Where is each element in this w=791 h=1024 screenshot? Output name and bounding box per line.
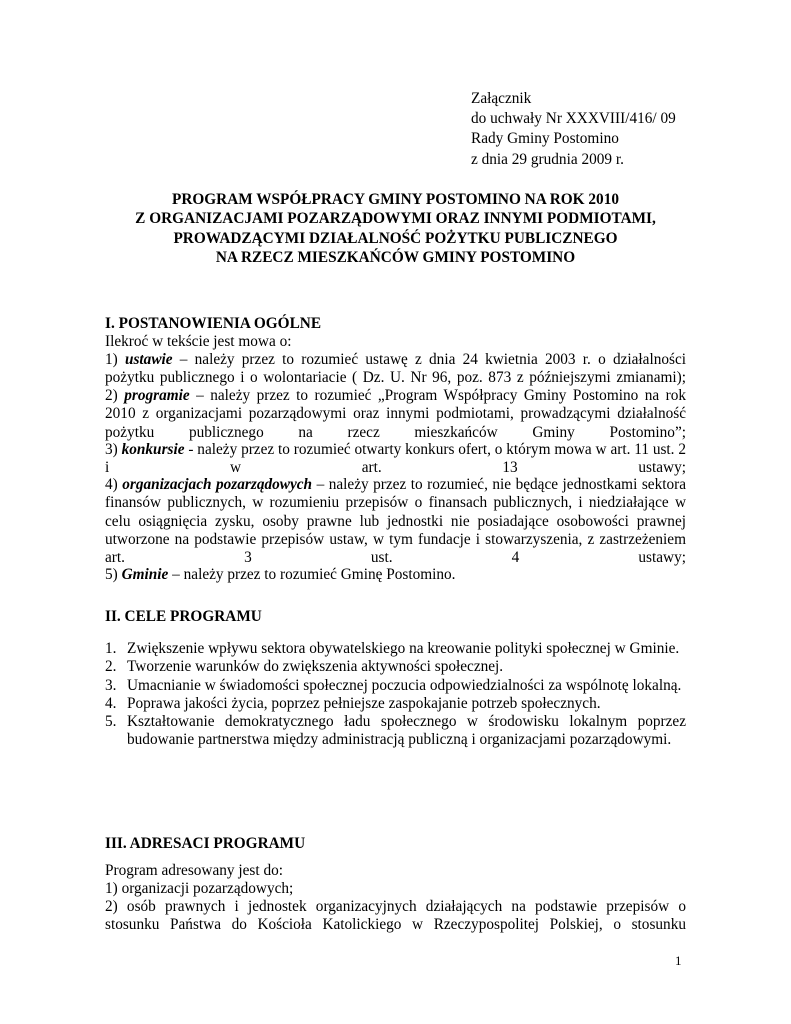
resolution-date: z dnia 29 grudnia 2009 r. <box>471 150 624 168</box>
list-number: 1. <box>105 640 117 657</box>
list-text: Tworzenie warunków do zwiększenia aktywności społecznej. <box>127 658 504 676</box>
section-heading-general-provisions: I. POSTANOWIENIA OGÓLNE <box>105 315 322 332</box>
section1-intro: Ilekroć w tekście jest mowa o: <box>105 333 292 350</box>
definition-number: 3) <box>105 441 118 458</box>
council-name: Rady Gminy Postomino <box>471 130 619 148</box>
list-item <box>105 713 686 750</box>
resolution-number: do uchwały Nr XXXVIII/416/ 09 <box>471 110 676 128</box>
list-text: Kształtowanie demokratycznego ładu społecznego w środowisku lokalnym poprzez budowanie partnerstwa między administracją publiczną i organizacjami pozarządowymi. <box>127 713 686 749</box>
list-text: Umacnianie w świadomości społecznej poczucia odpowiedzialności za wspólnotę lokalną. <box>127 676 682 694</box>
list-item <box>105 640 686 658</box>
list-number: 5. <box>105 713 117 731</box>
definition-item <box>105 566 686 584</box>
recipient-item: 1) organizacji pozarządowych; <box>105 880 294 897</box>
definition-term: organizacjach pozarządowych <box>122 476 313 493</box>
title-line: PROWADZĄCYMI DZIAŁALNOŚĆ POŻYTKU PUBLICZNEGO <box>173 229 618 247</box>
definition-text: – należy przez to rozumieć „Program Współpracy Gminy Postomino na rok 2010 z organizacjami pozarządowymi oraz innymi podmiotami, prowadzącymi działalność pożytku publicznego na rzecz mieszkańców Gminy Postomino”; <box>105 387 687 441</box>
definition-term: konkursie <box>121 441 185 458</box>
goals-list <box>105 640 686 750</box>
definition-number: 1) <box>105 351 118 368</box>
list-number: 2. <box>105 658 117 676</box>
definition-text: – należy przez to rozumieć, nie będące jednostkami sektora finansów publicznych, w rozumieniu przepisów o finansach publicznych, i niedziałające w celu osiągnięcia zysku, osoby prawne lub jednostki nie posiadające osobowości prawnej utworzone na podstawie przepisów ustaw, w tym fundacje i stowarzyszenia, z zastrzeżeniem art. 3 ust. 4 ustawy; <box>105 476 687 567</box>
title-line: PROGRAM WSPÓŁPRACY GMINY POSTOMINO NA ROK 2010 <box>171 191 619 208</box>
section-heading-program-recipients: III. ADRESACI PROGRAMU <box>105 835 306 852</box>
list-text: Zwiększenie wpływu sektora obywatelskiego na kreowanie polityki społecznej w Gminie. <box>127 640 680 657</box>
page-number: 1 <box>675 953 682 968</box>
list-item <box>105 677 686 695</box>
list-item <box>105 695 686 713</box>
list-number: 4. <box>105 694 117 712</box>
definition-text: – należy przez to rozumieć ustawę z dnia 24 kwietnia 2003 r. o działalności pożytku publicznego i o wolontariacie ( Dz. U. Nr 96, poz. 873 z późniejszymi zmianami); <box>105 351 686 387</box>
definition-item <box>105 351 686 388</box>
attachment-label: Załącznik <box>471 90 532 107</box>
definition-item <box>105 387 686 442</box>
definition-text: - należy przez to rozumieć otwarty konkurs ofert, o którym mowa w art. 11 ust. 2 i w art. 13 ustawy; <box>105 441 687 477</box>
section3-intro: Program adresowany jest do: <box>105 862 283 879</box>
definition-term: Gminie <box>121 566 169 583</box>
definition-term: programie <box>124 387 190 404</box>
list-text: Poprawa jakości życia, poprzez pełniejsze zaspokajanie potrzeb społecznych. <box>127 694 601 712</box>
document-title <box>105 190 686 268</box>
attachment-header <box>471 89 676 170</box>
definition-number: 5) <box>105 566 118 583</box>
title-line: NA RZECZ MIESZKAŃCÓW GMINY POSTOMINO <box>215 249 576 267</box>
definition-text: – należy przez to rozumieć Gminę Postomino. <box>168 566 456 583</box>
definition-item <box>105 441 686 478</box>
definition-number: 4) <box>105 476 118 493</box>
list-number: 3. <box>105 676 117 694</box>
definition-term: ustawie <box>124 351 173 368</box>
section-heading-program-goals: II. CELE PROGRAMU <box>105 608 262 625</box>
list-item <box>105 658 686 676</box>
definition-number: 2) <box>105 387 118 404</box>
recipient-item: 2) osób prawnych i jednostek organizacyjnych działających na podstawie przepisów o stosunku Państwa do Kościoła Katolickiego w Rzeczypospolitej Polskiej, o stosunku <box>105 898 686 934</box>
title-line: Z ORGANIZACJAMI POZARZĄDOWYMI ORAZ INNYMI PODMIOTAMI, <box>135 210 656 228</box>
definition-item <box>105 476 686 567</box>
